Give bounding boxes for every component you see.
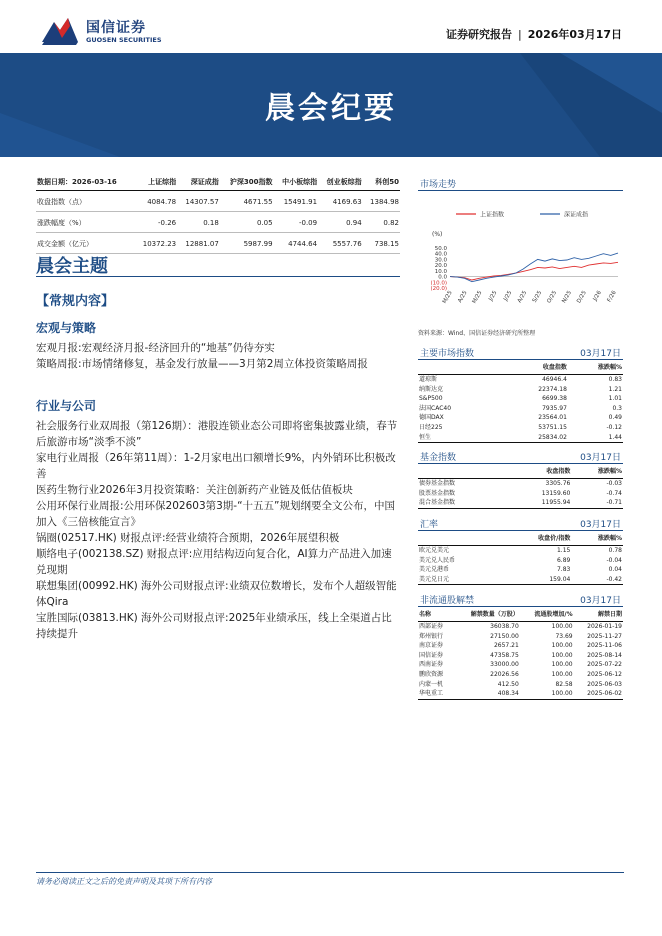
x-tick-label: A/25: [457, 290, 469, 304]
table-cell: 0.3: [612, 404, 622, 412]
table-cell: 2025-07-22: [587, 661, 622, 669]
x-tick-label: J/25: [502, 290, 514, 303]
panel-header-cell: 名称: [418, 610, 453, 622]
section-title: 晨会主题: [36, 256, 108, 277]
table-cell: -0.09: [274, 212, 319, 233]
table-cell: 日经225: [419, 423, 443, 431]
table-cell: 25834.02: [490, 433, 568, 443]
table-cell: 46946.4: [542, 376, 567, 383]
table-cell: 西南证券: [419, 661, 444, 669]
panel-title: 主要市场指数: [420, 349, 475, 359]
list-item[interactable]: 联想集团(00992.HK) 海外公司财报点评:业绩双位数增长，发布个人超级智能体Qira: [36, 580, 397, 608]
panel-table: [418, 610, 623, 700]
table-row: [418, 423, 623, 433]
table-cell: 4084.78: [135, 191, 178, 212]
panel-table-header: [418, 363, 623, 375]
table-cell: 7935.97: [542, 404, 567, 412]
panel-header-cell: 收盘价/指数: [493, 534, 571, 546]
table-cell: 1.44: [568, 433, 623, 443]
table-cell: 0.49: [608, 414, 622, 422]
table-cell: -0.42: [571, 575, 623, 585]
table-cell: 47358.75: [490, 651, 519, 659]
panel-table: [418, 363, 623, 443]
series-line: [450, 262, 618, 280]
table-cell: 鹏欣资源: [419, 670, 444, 678]
x-tick-label: M/25: [471, 290, 484, 305]
index-header-cell: 中小板综指: [274, 177, 319, 191]
chart-source: 资料来源：Wind、国信证券经济研究所整理: [418, 330, 536, 337]
y-tick-label: 40.0: [434, 251, 447, 258]
x-tick-label: M/25: [441, 290, 454, 305]
panel-header-cell: 涨跌幅%: [571, 467, 623, 479]
table-cell: 100.00: [551, 651, 573, 659]
panel-header-cell: 解禁日期: [574, 610, 623, 622]
panel-date: 03月17日: [580, 453, 621, 463]
panel-header-cell: 收盘指数: [490, 363, 568, 375]
table-cell: 1.01: [608, 395, 622, 403]
table-cell: 22374.18: [538, 385, 567, 393]
table-cell: 债券基金指数: [419, 480, 456, 487]
panel-header-cell: 涨跌幅%: [568, 363, 623, 375]
y-tick-label: 50.0: [434, 246, 447, 252]
table-row: [36, 233, 400, 254]
table-cell: 14307.57: [177, 191, 220, 212]
y-tick-label: (10.0): [430, 280, 447, 287]
table-cell: -0.74: [606, 489, 622, 497]
table-row: [418, 375, 623, 385]
list-item[interactable]: 家电行业周报（26年第11周）：1-2月家电出口额增长9%，内外销环比积极改善: [36, 452, 396, 480]
table-cell: 收盘指数（点）: [36, 191, 135, 212]
table-cell: 412.50: [497, 680, 519, 688]
table-row: [418, 565, 623, 575]
table-row: [418, 689, 623, 699]
table-row: [418, 670, 623, 680]
y-tick-label: 10.0: [434, 268, 447, 275]
panel-table-header: [418, 610, 623, 622]
table-cell: 郑州银行: [419, 632, 444, 640]
table-cell: 82.58: [555, 680, 573, 688]
panel-title: 汇率: [420, 520, 439, 530]
regular-content-title: 【常规内容】: [36, 294, 115, 309]
table-row: [418, 575, 623, 585]
table-cell: 1.15: [556, 547, 571, 554]
table-cell: 738.15: [363, 233, 400, 254]
index-header-cell: 创业板综指: [318, 177, 363, 191]
panel-table: [418, 467, 623, 509]
panel-date: 03月17日: [580, 349, 621, 359]
table-row: [418, 546, 623, 556]
table-cell: 100.00: [551, 661, 573, 669]
footer-divider: [36, 872, 624, 873]
table-cell: 2026-01-19: [587, 623, 622, 630]
table-row: [418, 479, 623, 489]
table-cell: 10372.23: [135, 233, 178, 254]
table-cell: 22026.56: [490, 670, 519, 678]
table-cell: 涨跌幅度（%）: [36, 212, 135, 233]
table-cell: -0.04: [606, 556, 622, 564]
table-cell: 2025-06-03: [587, 680, 622, 688]
table-row: [36, 191, 400, 212]
table-cell: -0.26: [135, 212, 178, 233]
list-item[interactable]: 社会服务行业双周报（第126期）：港股连锁业态公司即将密集披露业绩，春节后旅游市场“淡季不淡”: [36, 420, 398, 448]
footer-disclaimer: 请务必阅读正文之后的免责声明及其项下所有内容: [36, 877, 212, 886]
table-cell: 4169.63: [318, 191, 363, 212]
report-meta: [446, 26, 622, 42]
table-cell: 4671.55: [220, 191, 274, 212]
y-tick-label: 20.0: [434, 263, 447, 270]
table-cell: 2025-11-27: [587, 632, 622, 640]
table-row: [418, 556, 623, 566]
panel-date: 03月17日: [580, 596, 621, 606]
table-cell: 23564.01: [538, 414, 567, 422]
table-row: [36, 212, 400, 233]
report-date: 2026年03月17日: [527, 28, 622, 41]
list-item[interactable]: 公用环保行业周报:公用环保202603第3期-“十五五”规划纲要全文公布，中国加入《三倍核能宣言》: [36, 500, 395, 528]
group-title-macro: 宏观与策略: [36, 321, 97, 335]
table-cell: 100.00: [551, 670, 573, 678]
table-row: [418, 660, 623, 670]
table-cell: 成交金额（亿元）: [36, 233, 135, 254]
panel-table-header: [418, 467, 623, 479]
list-item[interactable]: 锅圈(02517.HK) 财报点评:经营业绩符合预期，2026年展望积极: [36, 532, 340, 544]
table-cell: 国信证券: [419, 651, 444, 659]
x-tick-label: N/25: [561, 290, 574, 305]
doc-type: 证券研究报告: [446, 28, 513, 41]
list-item[interactable]: 策略周报:市场情绪修复，基金发行放量——3月第2周立体投资策略周报: [36, 358, 368, 370]
x-tick-label: S/25: [531, 290, 544, 304]
list-item[interactable]: 宝胜国际(03813.HK) 海外公司财报点评:2025年业绩承压，线上全渠道占比持续提升: [36, 612, 392, 640]
market-trend-title: 市场走势: [420, 180, 457, 190]
table-row: [418, 641, 623, 651]
table-cell: 73.69: [555, 632, 573, 640]
group-title-industry: 行业与公司: [36, 399, 97, 413]
panel-header-cell: [418, 467, 493, 479]
table-row: [418, 489, 623, 499]
y-tick-label: 0.0: [438, 274, 447, 281]
legend-label: 上证指数: [480, 211, 505, 219]
panel-header-cell: 收盘指数: [493, 467, 571, 479]
index-summary-table: [36, 177, 400, 254]
panel-title: 基金指数: [420, 453, 457, 463]
table-cell: 0.04: [608, 566, 622, 574]
table-cell: 美元兑日元: [418, 575, 493, 585]
table-cell: 11955.94: [493, 498, 571, 508]
list-item[interactable]: 医药生物行业2026年3月投资策略：关注创新药产业链及低估值板块: [36, 484, 353, 496]
table-cell: -0.03: [606, 480, 622, 487]
x-tick-label: A/25: [516, 290, 529, 304]
panel-header-cell: [418, 363, 490, 375]
table-cell: 2025-06-12: [587, 670, 622, 678]
logo-english-name: GUOSEN SECURITIES: [86, 36, 162, 44]
section-divider: [36, 276, 400, 277]
x-tick-label: J/26: [592, 290, 603, 303]
series-line: [450, 253, 618, 282]
table-row: [418, 498, 623, 508]
panel-header: [418, 517, 623, 531]
table-cell: 100.00: [551, 623, 573, 630]
table-row: [418, 394, 623, 404]
table-cell: 100.00: [520, 689, 574, 699]
guosen-logo-icon: [40, 16, 80, 46]
table-cell: 恒生: [418, 433, 490, 443]
title-banner: [0, 53, 662, 157]
panel-header: [418, 346, 623, 360]
list-item[interactable]: 顺络电子(002138.SZ) 财报点评:应用结构迈向复合化，AI算力产品进入加速兑现期: [36, 548, 392, 576]
y-axis-label: (%): [432, 231, 443, 238]
table-cell: 7.83: [556, 566, 571, 574]
meta-separator: |: [518, 28, 522, 41]
table-cell: 德国DAX: [419, 414, 444, 422]
table-cell: 13159.60: [541, 489, 571, 497]
panel-header-cell: 流通股增加/%: [520, 610, 574, 622]
table-cell: 15491.91: [274, 191, 319, 212]
index-table-header: [36, 177, 400, 191]
table-cell: 混合基金指数: [418, 498, 493, 508]
company-logo: [40, 16, 170, 48]
table-cell: 100.00: [551, 642, 573, 650]
index-header-cell: 数据日期：2026-03-16: [36, 177, 135, 191]
panel-header: [418, 593, 623, 607]
table-cell: 53751.15: [538, 423, 567, 431]
table-cell: -0.71: [571, 498, 623, 508]
table-row: [418, 433, 623, 443]
banner-title: 晨会纪要: [265, 91, 397, 126]
table-cell: 159.04: [493, 575, 571, 585]
table-row: [418, 413, 623, 423]
legend-label: 深证成指: [564, 211, 589, 219]
table-cell: 408.34: [453, 689, 520, 699]
table-cell: 12881.07: [177, 233, 220, 254]
table-cell: 6.89: [556, 556, 571, 564]
panel-header-cell: 解禁数量（万股）: [453, 610, 520, 622]
index-header-cell: 上证综指: [135, 177, 178, 191]
index-header-cell: 深证成指: [177, 177, 220, 191]
table-cell: 南京证券: [419, 642, 444, 650]
table-cell: 1.21: [608, 385, 622, 393]
table-cell: 2657.21: [493, 642, 519, 650]
panel-title: 非流通股解禁: [420, 596, 475, 606]
table-cell: 美元兑港币: [419, 566, 450, 574]
table-cell: 27150.00: [490, 632, 519, 640]
table-cell: 法国CAC40: [419, 404, 452, 412]
x-tick-label: D/25: [576, 290, 588, 305]
table-cell: 6699.38: [542, 395, 567, 403]
table-cell: 股票基金指数: [419, 489, 456, 497]
panel-date: 03月17日: [580, 520, 621, 530]
table-cell: 美元兑人民币: [419, 556, 456, 564]
table-cell: S&P500: [419, 395, 443, 403]
table-cell: 道琼斯: [419, 376, 438, 383]
market-trend-header: [418, 177, 623, 191]
table-cell: 2025-08-14: [587, 651, 622, 659]
panel-table: [418, 534, 623, 585]
table-cell: 内蒙一机: [419, 680, 444, 688]
table-cell: 0.78: [608, 547, 622, 554]
table-cell: 0.82: [363, 212, 400, 233]
table-cell: 5557.76: [318, 233, 363, 254]
table-row: [418, 622, 623, 632]
x-tick-label: F/26: [606, 290, 618, 304]
table-row: [418, 632, 623, 642]
x-tick-label: O/25: [546, 290, 559, 305]
panel-header: [418, 450, 623, 464]
table-cell: 0.05: [220, 212, 274, 233]
table-row: [418, 651, 623, 661]
y-tick-label: 30.0: [434, 257, 447, 264]
table-cell: 1384.98: [363, 191, 400, 212]
table-cell: 0.18: [177, 212, 220, 233]
table-cell: 0.94: [318, 212, 363, 233]
table-cell: 华电重工: [418, 689, 453, 699]
panel-table-header: [418, 534, 623, 546]
chart-svg: [418, 196, 623, 324]
table-cell: 36038.70: [490, 623, 519, 630]
table-cell: 西部证券: [419, 623, 444, 630]
index-header-cell: 沪深300指数: [220, 177, 274, 191]
list-item[interactable]: 宏观月报:宏观经济月报-经济回升的“地基”仍待夯实: [36, 342, 275, 354]
table-cell: 33000.00: [490, 661, 519, 669]
market-trend-chart: [418, 196, 623, 324]
logo-chinese-name: 国信证券: [86, 20, 146, 36]
table-cell: 3305.76: [545, 480, 571, 487]
panel-header-cell: [418, 534, 493, 546]
table-row: [418, 680, 623, 690]
table-cell: 0.83: [608, 376, 622, 383]
panel-header-cell: 涨跌幅%: [571, 534, 623, 546]
index-header-cell: 科创50: [363, 177, 400, 191]
table-cell: 纳斯达克: [419, 385, 444, 393]
table-cell: 5987.99: [220, 233, 274, 254]
table-cell: 4744.64: [274, 233, 319, 254]
table-cell: -0.12: [606, 423, 622, 431]
table-row: [418, 385, 623, 395]
table-row: [418, 404, 623, 414]
table-cell: 欧元兑美元: [419, 547, 450, 554]
table-cell: 2025-06-02: [574, 689, 623, 699]
table-cell: 2025-11-06: [587, 642, 622, 650]
x-tick-label: J/25: [488, 290, 499, 303]
y-tick-label: (20.0): [430, 286, 447, 292]
